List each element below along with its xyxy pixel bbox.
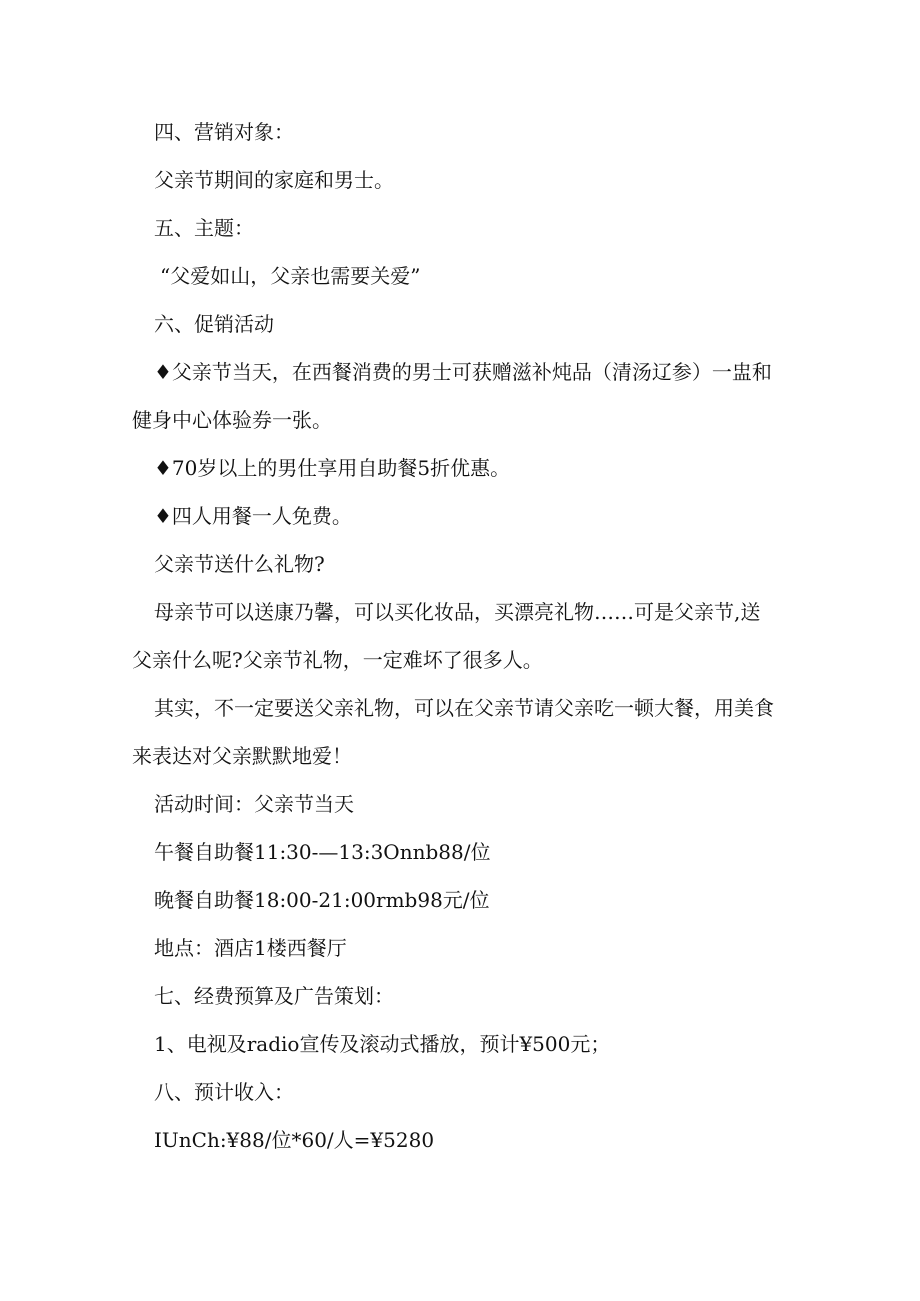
bullet-item: ♦四人用餐一人免费。 (154, 504, 352, 528)
paragraph-continuation: 来表达对父亲默默地爱！ (132, 744, 352, 768)
paragraph: 父亲节送什么礼物? (154, 552, 325, 576)
paragraph: 母亲节可以送康乃馨，可以买化妆品，买漂亮礼物……可是父亲节,送 (154, 600, 761, 624)
paragraph: 父亲节期间的家庭和男士。 (154, 168, 394, 192)
paragraph: 其实，不一定要送父亲礼物，可以在父亲节请父亲吃一顿大餐，用美食 (154, 696, 774, 720)
theme-quote: “父爱如山，父亲也需要关爱” (160, 264, 421, 288)
paragraph: 活动时间：父亲节当天 (154, 792, 354, 816)
section-heading: 八、预计收入： (154, 1080, 294, 1104)
bullet-item: ♦父亲节当天，在西餐消费的男士可获赠滋补炖品（清汤辽参）一盅和 (154, 360, 772, 384)
section-heading: 六、促销活动 (154, 312, 274, 336)
bullet-item-continuation: 健身中心体验券一张。 (132, 408, 332, 432)
section-heading: 四、营销对象： (154, 120, 294, 144)
paragraph: 1、电视及radio宣传及滚动式播放，预计¥500元； (154, 1032, 611, 1056)
paragraph: 午餐自助餐11:30-—13:3Onnb88/位 (154, 840, 491, 864)
section-heading: 五、主题： (154, 216, 254, 240)
paragraph: 晚餐自助餐18:00-21:00rmb98元/位 (154, 888, 490, 912)
bullet-item: ♦70岁以上的男仕享用自助餐5折优惠。 (154, 456, 511, 480)
document-body (0, 108, 920, 1164)
section-heading: 七、经费预算及广告策划： (154, 984, 394, 1008)
paragraph-continuation: 父亲什么呢?父亲节礼物，一定难坏了很多人。 (132, 648, 543, 672)
paragraph: IUnCh:¥88/位*60/人=¥5280 (154, 1128, 435, 1152)
paragraph: 地点：酒店1楼西餐厅 (154, 936, 347, 960)
